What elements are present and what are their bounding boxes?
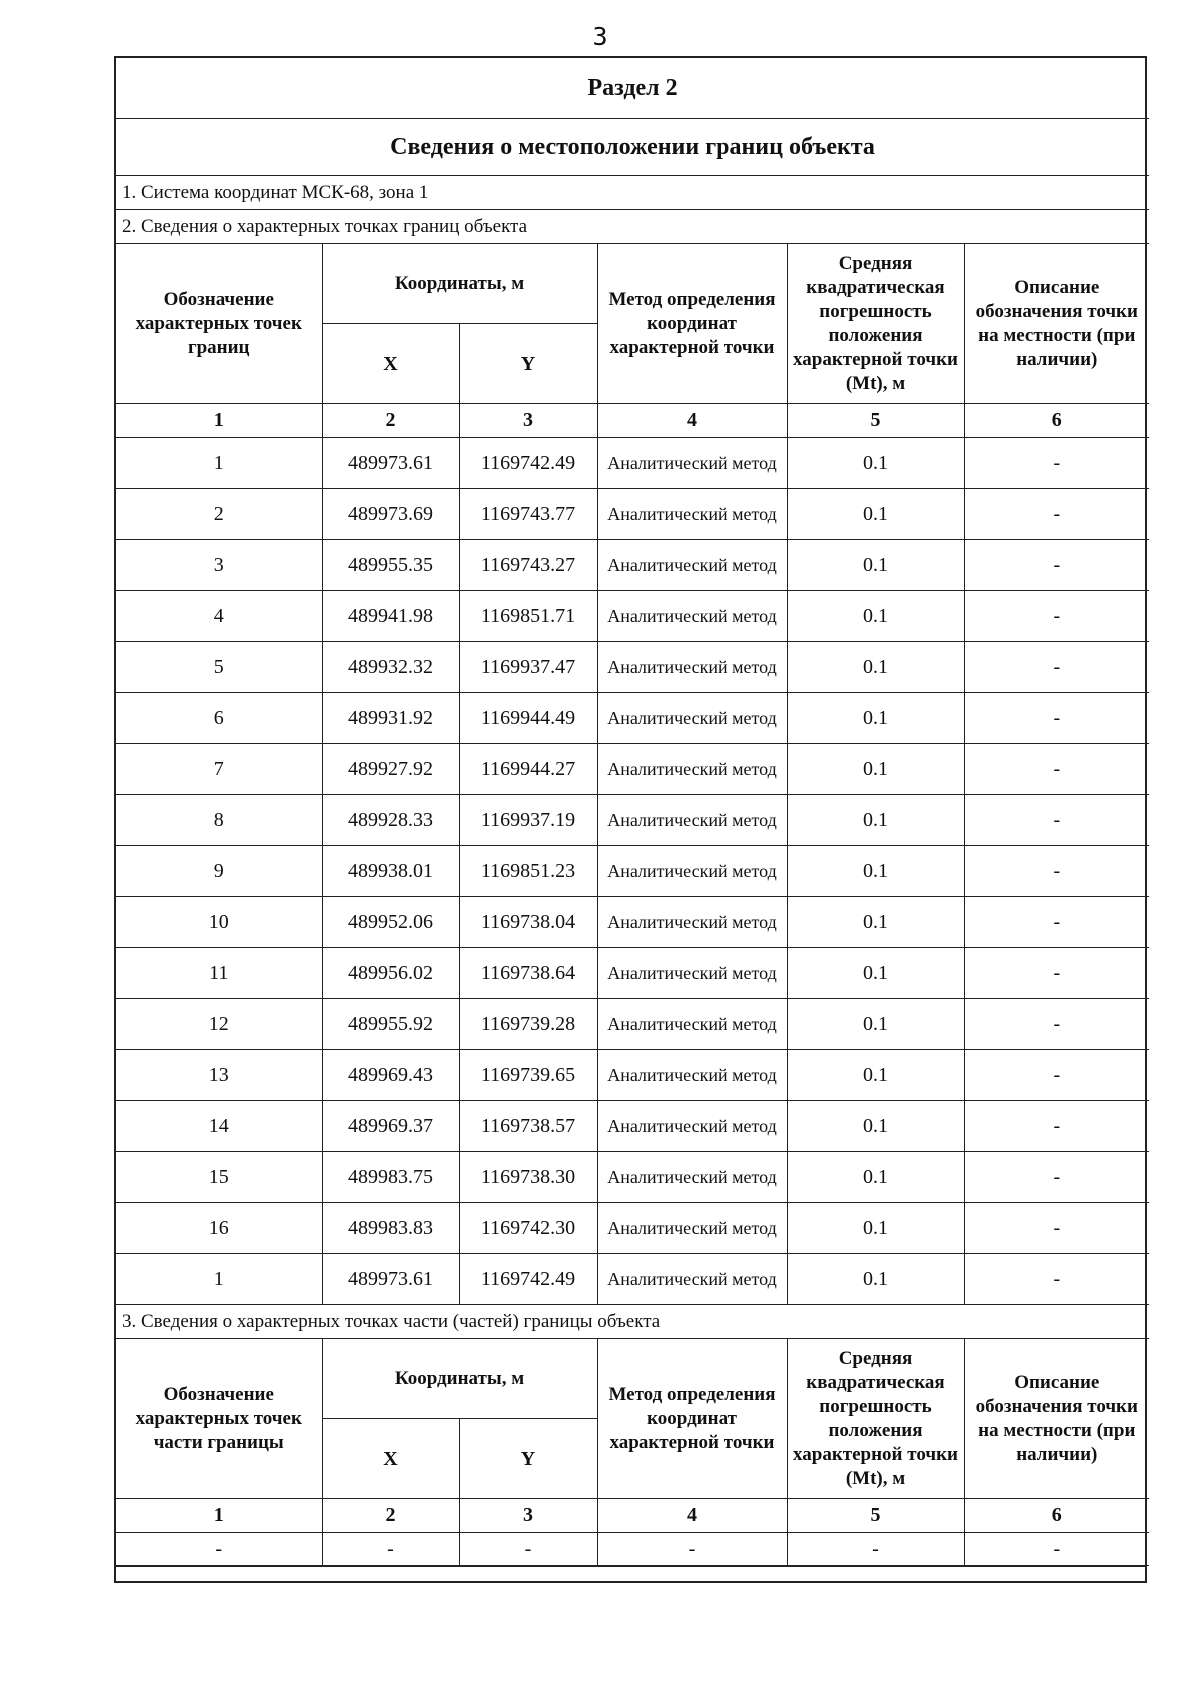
point-number-cell: 2 (116, 489, 322, 540)
coordinate-system: 1. Система координат МСК-68, зона 1 (116, 176, 1149, 210)
column-number: 5 (787, 1499, 964, 1533)
header-x: X (322, 324, 459, 404)
header-designation: Обозначение характерных точек границ (116, 244, 322, 404)
point-row (116, 948, 1149, 999)
point-number-cell: 13 (116, 1050, 322, 1101)
coord-y-cell: 1169742.30 (459, 1203, 597, 1254)
header-y: Y (459, 324, 597, 404)
method-cell: Аналитический метод (597, 795, 787, 846)
coord-y-cell: 1169851.23 (459, 846, 597, 897)
parts-header-coordinates: Координаты, м (322, 1339, 597, 1419)
point-number-cell: 11 (116, 948, 322, 999)
mean-error-cell: 0.1 (787, 795, 964, 846)
point-row (116, 693, 1149, 744)
coord-y-cell: 1169743.77 (459, 489, 597, 540)
column-number: 5 (787, 404, 964, 438)
description-cell: - (964, 1203, 1149, 1254)
mean-error-cell: 0.1 (787, 591, 964, 642)
header-coordinates: Координаты, м (322, 244, 597, 324)
description-cell: - (964, 1101, 1149, 1152)
method-cell: Аналитический метод (597, 897, 787, 948)
point-row (116, 591, 1149, 642)
description-cell: - (964, 489, 1149, 540)
description-cell: - (964, 1254, 1149, 1305)
parts-header-designation: Обозначение характерных точек части границы (116, 1339, 322, 1499)
description-cell: - (964, 795, 1149, 846)
point-row (116, 1152, 1149, 1203)
method-cell: Аналитический метод (597, 540, 787, 591)
column-number: 1 (116, 1499, 322, 1533)
coord-y-cell: 1169937.47 (459, 642, 597, 693)
method-cell: Аналитический метод (597, 1050, 787, 1101)
point-number-cell: 14 (116, 1101, 322, 1152)
method-cell: Аналитический метод (597, 1101, 787, 1152)
description-cell: - (964, 540, 1149, 591)
method-cell: Аналитический метод (597, 846, 787, 897)
header-method: Метод определения координат характерной точки (597, 244, 787, 404)
point-row (116, 795, 1149, 846)
description-cell: - (964, 591, 1149, 642)
frame-bottom-spacer (116, 1566, 1145, 1581)
coord-x-cell: 489969.43 (322, 1050, 459, 1101)
section-title: Раздел 2 (116, 58, 1149, 119)
description-cell: - (964, 1533, 1149, 1566)
column-number: 3 (459, 404, 597, 438)
point-number-cell: 8 (116, 795, 322, 846)
method-cell: Аналитический метод (597, 744, 787, 795)
point-number-cell: 5 (116, 642, 322, 693)
mean-error-cell: 0.1 (787, 1254, 964, 1305)
description-cell: - (964, 438, 1149, 489)
point-row (116, 744, 1149, 795)
method-cell: Аналитический метод (597, 1152, 787, 1203)
column-numbers-row (116, 404, 1149, 438)
mean-error-cell: 0.1 (787, 1050, 964, 1101)
mean-error-cell: 0.1 (787, 744, 964, 795)
column-number: 2 (322, 404, 459, 438)
mean-error-cell: 0.1 (787, 948, 964, 999)
coord-x-cell: 489973.61 (322, 438, 459, 489)
coord-y-cell: 1169739.28 (459, 999, 597, 1050)
point-number-cell: 10 (116, 897, 322, 948)
coord-x-cell: 489927.92 (322, 744, 459, 795)
description-cell: - (964, 693, 1149, 744)
header-error: Средняя квадратическая погрешность положения характерной точки (Mt), м (787, 244, 964, 404)
method-cell: Аналитический метод (597, 1254, 787, 1305)
coord-y-cell: 1169944.49 (459, 693, 597, 744)
coord-x-cell: 489983.75 (322, 1152, 459, 1203)
page-number: 3 (592, 22, 608, 51)
points-heading: 2. Сведения о характерных точках границ объекта (116, 210, 1149, 244)
coord-y-cell: 1169851.71 (459, 591, 597, 642)
point-number-cell: 15 (116, 1152, 322, 1203)
parts-header-y: Y (459, 1419, 597, 1499)
document-frame (114, 56, 1147, 1583)
point-number-cell: 3 (116, 540, 322, 591)
mean-error-cell: 0.1 (787, 846, 964, 897)
mean-error-cell: 0.1 (787, 1101, 964, 1152)
point-number-cell: 6 (116, 693, 322, 744)
coord-x-cell: - (322, 1533, 459, 1566)
method-cell: Аналитический метод (597, 489, 787, 540)
mean-error-cell: 0.1 (787, 540, 964, 591)
coord-x-cell: 489955.35 (322, 540, 459, 591)
method-cell: - (597, 1533, 787, 1566)
coord-x-cell: 489941.98 (322, 591, 459, 642)
point-row (116, 540, 1149, 591)
method-cell: Аналитический метод (597, 438, 787, 489)
point-number-cell: 1 (116, 438, 322, 489)
point-number-cell: 16 (116, 1203, 322, 1254)
mean-error-cell: 0.1 (787, 897, 964, 948)
point-row (116, 1101, 1149, 1152)
description-cell: - (964, 948, 1149, 999)
column-number: 4 (597, 1499, 787, 1533)
coord-x-cell: 489983.83 (322, 1203, 459, 1254)
point-row (116, 1254, 1149, 1305)
description-cell: - (964, 897, 1149, 948)
coord-y-cell: 1169738.04 (459, 897, 597, 948)
parts-column-numbers-row (116, 1499, 1149, 1533)
column-number: 1 (116, 404, 322, 438)
point-row (116, 999, 1149, 1050)
point-number-cell: 7 (116, 744, 322, 795)
mean-error-cell: 0.1 (787, 1152, 964, 1203)
mean-error-cell: 0.1 (787, 489, 964, 540)
method-cell: Аналитический метод (597, 642, 787, 693)
coord-y-cell: 1169742.49 (459, 438, 597, 489)
coord-x-cell: 489938.01 (322, 846, 459, 897)
mean-error-cell: 0.1 (787, 1203, 964, 1254)
description-cell: - (964, 744, 1149, 795)
coord-y-cell: 1169937.19 (459, 795, 597, 846)
coord-y-cell: 1169738.64 (459, 948, 597, 999)
coord-y-cell: 1169738.57 (459, 1101, 597, 1152)
point-number-cell: 4 (116, 591, 322, 642)
point-row (116, 846, 1149, 897)
coord-y-cell: 1169738.30 (459, 1152, 597, 1203)
coord-x-cell: 489932.32 (322, 642, 459, 693)
point-row (116, 1203, 1149, 1254)
method-cell: Аналитический метод (597, 999, 787, 1050)
section-subtitle: Сведения о местоположении границ объекта (116, 119, 1149, 176)
column-number: 6 (964, 1499, 1149, 1533)
column-number: 2 (322, 1499, 459, 1533)
description-cell: - (964, 642, 1149, 693)
point-row (116, 642, 1149, 693)
method-cell: Аналитический метод (597, 693, 787, 744)
coord-x-cell: 489952.06 (322, 897, 459, 948)
point-row (116, 438, 1149, 489)
parts-header-error: Средняя квадратическая погрешность положения характерной точки (Mt), м (787, 1339, 964, 1499)
method-cell: Аналитический метод (597, 1203, 787, 1254)
mean-error-cell: 0.1 (787, 642, 964, 693)
parts-heading: 3. Сведения о характерных точках части (частей) границы объекта (116, 1305, 1149, 1339)
parts-header-description: Описание обозначения точки на местности (при наличии) (964, 1339, 1149, 1499)
mean-error-cell: 0.1 (787, 438, 964, 489)
coord-y-cell: 1169743.27 (459, 540, 597, 591)
method-cell: Аналитический метод (597, 591, 787, 642)
coord-x-cell: 489928.33 (322, 795, 459, 846)
point-row (116, 489, 1149, 540)
method-cell: Аналитический метод (597, 948, 787, 999)
parts-header-x: X (322, 1419, 459, 1499)
parts-header-method: Метод определения координат характерной точки (597, 1339, 787, 1499)
header-description: Описание обозначения точки на местности (при наличии) (964, 244, 1149, 404)
coord-x-cell: 489973.69 (322, 489, 459, 540)
point-row (116, 1050, 1149, 1101)
coord-y-cell: 1169742.49 (459, 1254, 597, 1305)
mean-error-cell: - (787, 1533, 964, 1566)
column-number: 3 (459, 1499, 597, 1533)
description-cell: - (964, 1152, 1149, 1203)
point-number-cell: 1 (116, 1254, 322, 1305)
mean-error-cell: 0.1 (787, 999, 964, 1050)
boundary-table (116, 58, 1149, 1566)
coord-x-cell: 489931.92 (322, 693, 459, 744)
coord-y-cell: 1169739.65 (459, 1050, 597, 1101)
description-cell: - (964, 999, 1149, 1050)
column-number: 4 (597, 404, 787, 438)
point-number-cell: 12 (116, 999, 322, 1050)
point-number-cell: - (116, 1533, 322, 1566)
mean-error-cell: 0.1 (787, 693, 964, 744)
description-cell: - (964, 846, 1149, 897)
coord-x-cell: 489955.92 (322, 999, 459, 1050)
description-cell: - (964, 1050, 1149, 1101)
coord-y-cell: 1169944.27 (459, 744, 597, 795)
coord-x-cell: 489969.37 (322, 1101, 459, 1152)
point-number-cell: 9 (116, 846, 322, 897)
point-row (116, 897, 1149, 948)
part-point-row (116, 1533, 1149, 1566)
column-number: 6 (964, 404, 1149, 438)
coord-x-cell: 489973.61 (322, 1254, 459, 1305)
coord-y-cell: - (459, 1533, 597, 1566)
coord-x-cell: 489956.02 (322, 948, 459, 999)
